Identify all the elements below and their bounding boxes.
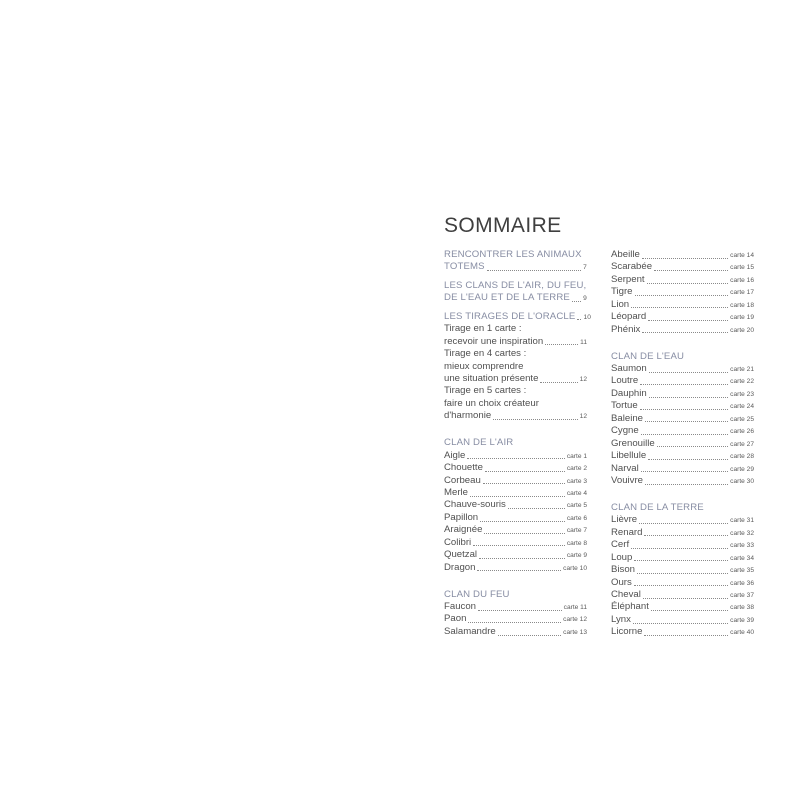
toc-entry-recevoir-une-inspiration bbox=[444, 336, 587, 348]
toc-entry-page: carte 31 bbox=[730, 517, 754, 525]
toc-entry-page: carte 14 bbox=[730, 252, 754, 259]
toc-entry-page: 9 bbox=[583, 295, 587, 303]
toc-entry-label: Lynx bbox=[611, 613, 631, 625]
toc-entry-baleine bbox=[611, 413, 754, 425]
toc-entry-label: Tortue bbox=[611, 400, 638, 412]
dot-leader bbox=[478, 607, 562, 611]
toc-entry-ours bbox=[611, 577, 754, 589]
dot-leader bbox=[485, 468, 565, 472]
dot-leader bbox=[648, 456, 728, 460]
toc-entry-label: Licorne bbox=[611, 626, 643, 638]
toc-entry-page: 12 bbox=[579, 375, 587, 383]
toc-section-heading-clan-du-feu bbox=[444, 589, 587, 601]
dot-leader bbox=[483, 480, 565, 484]
dot-leader bbox=[651, 607, 728, 611]
toc-entry-page: 10 bbox=[583, 313, 592, 321]
toc-entry-label: Cheval bbox=[611, 588, 641, 600]
toc-entry-page: carte 12 bbox=[563, 616, 587, 624]
toc-entry-label: Renard bbox=[611, 526, 643, 538]
toc-entry-label: Tirage en 4 cartes : bbox=[444, 348, 527, 360]
toc-entry-label: Bison bbox=[611, 564, 635, 576]
spacer bbox=[611, 336, 754, 351]
toc-entry-paon bbox=[444, 613, 587, 625]
toc-entry-page: carte 8 bbox=[566, 539, 587, 547]
dot-leader bbox=[657, 443, 728, 447]
toc-entry-cygne bbox=[611, 425, 754, 437]
toc-entry-page: carte 20 bbox=[730, 326, 754, 334]
toc-entry-label: Loutre bbox=[611, 375, 639, 387]
toc-entry-page: 11 bbox=[580, 338, 587, 346]
toc-entry-label: Faucon bbox=[444, 600, 476, 612]
toc-entry-tirage-en-5-cartes bbox=[444, 385, 587, 397]
toc-entry-label: LES CLANS DE L'AIR, DU FEU, bbox=[444, 279, 587, 291]
toc-entry-label: d'harmonie bbox=[444, 410, 492, 422]
toc-section-heading-rencontrer-les-animaux bbox=[444, 249, 587, 261]
toc-entry-label: Tirage en 5 cartes : bbox=[444, 385, 527, 397]
toc-entry-page: carte 6 bbox=[566, 514, 587, 522]
toc-entry-label: Tirage en 1 carte : bbox=[444, 323, 522, 335]
dot-leader bbox=[648, 317, 728, 321]
toc-entry-page: carte 5 bbox=[566, 502, 587, 510]
dot-leader bbox=[479, 555, 565, 559]
dot-leader bbox=[498, 632, 561, 636]
spacer bbox=[444, 423, 587, 438]
toc-entry-page: carte 33 bbox=[730, 542, 754, 550]
toc-entry-page: 12 bbox=[579, 413, 587, 421]
toc-entry-label: Corbeau bbox=[444, 474, 481, 486]
toc-entry-page: carte 4 bbox=[566, 489, 587, 497]
toc-column-left bbox=[444, 249, 592, 638]
toc-entry-page: carte 25 bbox=[730, 415, 754, 423]
toc-entry-d-harmonie bbox=[444, 410, 587, 422]
toc-entry-leopard bbox=[611, 311, 754, 323]
dot-leader bbox=[635, 292, 729, 296]
toc-entry-label: CLAN DE L'AIR bbox=[444, 437, 514, 449]
toc-entry-page: carte 38 bbox=[730, 604, 754, 612]
toc-entry-page: carte 35 bbox=[730, 567, 754, 575]
toc-entry-page: carte 13 bbox=[563, 628, 587, 636]
dot-leader bbox=[649, 394, 728, 398]
toc-entry-label: Colibri bbox=[444, 536, 472, 548]
dot-leader bbox=[631, 545, 728, 549]
toc-entry-faire-un-choix-createur bbox=[444, 398, 587, 410]
toc-entry-label: Libellule bbox=[611, 450, 647, 462]
toc-section-heading-les-clans-de-l-air-du-feu bbox=[444, 280, 587, 292]
dot-leader bbox=[644, 532, 728, 536]
toc-entry-label: Salamandre bbox=[444, 625, 496, 637]
toc-entry-libellule bbox=[611, 450, 754, 462]
toc-entry-page: carte 32 bbox=[730, 529, 754, 537]
toc-entry-page: carte 40 bbox=[730, 629, 754, 637]
toc-section-heading-clan-de-l-air bbox=[444, 437, 587, 449]
page-title: SOMMAIRE bbox=[444, 214, 562, 237]
toc-entry-page: carte 29 bbox=[730, 465, 754, 473]
dot-leader bbox=[633, 620, 728, 624]
toc-entry-vouivre bbox=[611, 475, 754, 487]
toc-entry-label: recevoir une inspiration bbox=[444, 335, 544, 347]
toc-entry-scarabee bbox=[611, 261, 754, 273]
toc-entry-label: Quetzal bbox=[444, 549, 478, 561]
dot-leader bbox=[468, 619, 561, 623]
dot-leader bbox=[643, 595, 728, 599]
toc-entry-phenix bbox=[611, 324, 754, 336]
toc-entry-label: RENCONTRER LES ANIMAUX bbox=[444, 249, 582, 260]
dot-leader bbox=[645, 481, 728, 485]
toc-entry-page: carte 17 bbox=[730, 289, 754, 297]
dot-leader bbox=[637, 570, 728, 574]
toc-entry-label: Aigle bbox=[444, 449, 466, 461]
toc-entry-page: carte 18 bbox=[730, 301, 754, 309]
toc-entry-label: Merle bbox=[444, 486, 468, 498]
toc-entry-licorne bbox=[611, 626, 754, 638]
toc-entry-page: carte 1 bbox=[566, 452, 587, 460]
dot-leader bbox=[641, 431, 728, 435]
dot-leader bbox=[484, 530, 564, 534]
toc-entry-label: Vouivre bbox=[611, 474, 643, 486]
toc-entry-quetzal bbox=[444, 549, 587, 561]
toc-entry-label: Léopard bbox=[611, 311, 647, 323]
toc-entry-grenouille bbox=[611, 438, 754, 450]
toc-entry-dragon bbox=[444, 562, 587, 574]
toc-entry-totems bbox=[444, 261, 587, 273]
toc-entry-page: carte 36 bbox=[730, 579, 754, 587]
spacer bbox=[611, 487, 754, 502]
toc-entry-label: Papillon bbox=[444, 511, 479, 523]
toc-entry-label: LES TIRAGES DE L'ORACLE bbox=[444, 310, 576, 322]
toc-entry-label: Serpent bbox=[611, 273, 645, 285]
toc-entry-cerf bbox=[611, 539, 754, 551]
toc-entry-page: carte 16 bbox=[730, 276, 754, 284]
toc-entry-serpent bbox=[611, 274, 754, 286]
toc-entry-label: Cerf bbox=[611, 539, 630, 551]
toc-entry-papillon bbox=[444, 512, 587, 524]
toc-entry-label: CLAN DE L'EAU bbox=[611, 350, 685, 362]
toc-entry-label: Saumon bbox=[611, 363, 647, 374]
toc-entry-label: Scarabée bbox=[611, 261, 653, 273]
toc-entry-page: carte 15 bbox=[730, 264, 754, 272]
dot-leader bbox=[640, 406, 729, 410]
toc-entry-les-tirages-de-l-oracle bbox=[444, 310, 592, 323]
toc-entry-lievre bbox=[611, 514, 754, 526]
dot-leader bbox=[477, 567, 561, 571]
toc-entry-abeille bbox=[611, 249, 754, 261]
toc-entry-label: Dragon bbox=[444, 561, 476, 573]
dot-leader bbox=[467, 455, 564, 459]
toc-entry-page: carte 27 bbox=[730, 440, 754, 448]
toc-entry-de-l-eau-et-de-la-terre bbox=[444, 292, 587, 304]
dot-leader bbox=[642, 255, 728, 259]
toc-entry-label: Éléphant bbox=[611, 601, 649, 613]
dot-leader bbox=[645, 418, 728, 422]
dot-leader bbox=[480, 518, 565, 522]
toc-entry-loutre bbox=[611, 375, 754, 387]
toc-entry-label: Tigre bbox=[611, 286, 633, 298]
toc-entry-loup bbox=[611, 552, 754, 564]
dot-leader bbox=[631, 304, 728, 308]
toc-entry-label: Araignée bbox=[444, 524, 483, 536]
toc-entry-mieux-comprendre bbox=[444, 361, 587, 373]
toc-entry-page: carte 7 bbox=[566, 527, 587, 535]
toc-entry-label: Paon bbox=[444, 613, 467, 625]
toc-entry-page: carte 37 bbox=[730, 591, 754, 599]
toc-column-right bbox=[611, 249, 754, 639]
toc-entry-chouette bbox=[444, 462, 587, 474]
dot-leader bbox=[647, 280, 729, 284]
dot-leader bbox=[508, 505, 565, 509]
dot-leader bbox=[487, 267, 581, 271]
toc-entry-tirage-en-4-cartes bbox=[444, 348, 587, 360]
dot-leader bbox=[641, 468, 728, 472]
dot-leader bbox=[640, 381, 728, 385]
toc-entry-chauve-souris bbox=[444, 499, 587, 511]
toc-entry-page: carte 39 bbox=[730, 616, 754, 624]
toc-entry-label: faire un choix créateur bbox=[444, 397, 539, 409]
toc-entry-page: carte 10 bbox=[563, 564, 587, 572]
toc-entry-renard bbox=[611, 527, 754, 539]
toc-entry-narval bbox=[611, 463, 754, 475]
toc-entry-label: Grenouille bbox=[611, 437, 655, 449]
toc-entry-label: CLAN DU FEU bbox=[444, 588, 510, 600]
toc-entry-page: carte 2 bbox=[566, 465, 587, 473]
toc-section-heading-clan-de-l-eau bbox=[611, 351, 754, 363]
toc-entry-label: TOTEMS bbox=[444, 261, 485, 273]
toc-entry-bison bbox=[611, 564, 754, 576]
dot-leader bbox=[634, 557, 728, 561]
toc-entry-aigle bbox=[444, 450, 587, 462]
toc-entry-label: Cygne bbox=[611, 425, 639, 437]
toc-entry-label: Ours bbox=[611, 576, 632, 588]
dot-leader bbox=[634, 582, 728, 586]
toc-entry-page: carte 26 bbox=[730, 428, 754, 436]
dot-leader bbox=[572, 298, 581, 302]
toc-entry-page: carte 19 bbox=[730, 314, 754, 322]
dot-leader bbox=[577, 316, 581, 320]
toc-entry-colibri bbox=[444, 537, 587, 549]
toc-entry-label: Lièvre bbox=[611, 514, 638, 526]
toc-entry-tirage-en-1-carte bbox=[444, 323, 587, 335]
toc-entry-label: Loup bbox=[611, 551, 633, 563]
toc-entry-page: carte 23 bbox=[730, 390, 754, 398]
toc-entry-label: Narval bbox=[611, 462, 639, 474]
toc-entry-label: Abeille bbox=[611, 249, 640, 260]
toc-entry-tortue bbox=[611, 400, 754, 412]
toc-entry-page: carte 22 bbox=[730, 378, 754, 386]
toc-entry-une-situation-presente bbox=[444, 373, 587, 385]
toc-entry-label: Baleine bbox=[611, 412, 644, 424]
toc-entry-araignee bbox=[444, 524, 587, 536]
toc-entry-lynx bbox=[611, 614, 754, 626]
toc-entry-corbeau bbox=[444, 475, 587, 487]
toc-entry-page: carte 11 bbox=[563, 603, 587, 611]
dot-leader bbox=[644, 632, 728, 636]
toc-entry-label: Dauphin bbox=[611, 387, 647, 399]
toc-entry-page: carte 24 bbox=[730, 403, 754, 411]
toc-entry-page: carte 30 bbox=[730, 477, 754, 485]
toc-entry-label: Lion bbox=[611, 298, 630, 310]
spacer bbox=[444, 574, 587, 589]
toc-entry-elephant bbox=[611, 601, 754, 613]
toc-entry-cheval bbox=[611, 589, 754, 601]
toc-entry-page: carte 3 bbox=[566, 477, 587, 485]
toc-entry-page: carte 34 bbox=[730, 554, 754, 562]
toc-entry-page: carte 28 bbox=[730, 453, 754, 461]
toc-entry-label: CLAN DE LA TERRE bbox=[611, 501, 704, 513]
dot-leader bbox=[642, 329, 728, 333]
toc-section-heading-clan-de-la-terre bbox=[611, 502, 754, 514]
toc-entry-page: carte 9 bbox=[566, 552, 587, 560]
toc-entry-page: carte 21 bbox=[730, 366, 754, 373]
toc-entry-saumon bbox=[611, 363, 754, 375]
dot-leader bbox=[473, 542, 565, 546]
dot-leader bbox=[639, 520, 728, 524]
toc-entry-tigre bbox=[611, 286, 754, 298]
toc-entry-label: Chauve-souris bbox=[444, 499, 506, 511]
dot-leader bbox=[545, 341, 578, 345]
toc-entry-salamandre bbox=[444, 626, 587, 638]
dot-leader bbox=[540, 379, 577, 383]
toc-entry-label: DE L'EAU ET DE LA TERRE bbox=[444, 292, 570, 304]
dot-leader bbox=[654, 267, 728, 271]
toc-entry-label: Phénix bbox=[611, 323, 641, 335]
toc-entry-label: Chouette bbox=[444, 462, 483, 474]
toc-entry-label: mieux comprendre bbox=[444, 360, 524, 372]
toc-entry-page: 7 bbox=[583, 264, 587, 272]
dot-leader bbox=[493, 416, 577, 420]
toc-entry-faucon bbox=[444, 601, 587, 613]
toc-entry-merle bbox=[444, 487, 587, 499]
toc-entry-label: une situation présente bbox=[444, 372, 539, 384]
toc-entry-dauphin bbox=[611, 388, 754, 400]
toc-entry-lion bbox=[611, 299, 754, 311]
dot-leader bbox=[649, 369, 728, 373]
dot-leader bbox=[470, 493, 565, 497]
